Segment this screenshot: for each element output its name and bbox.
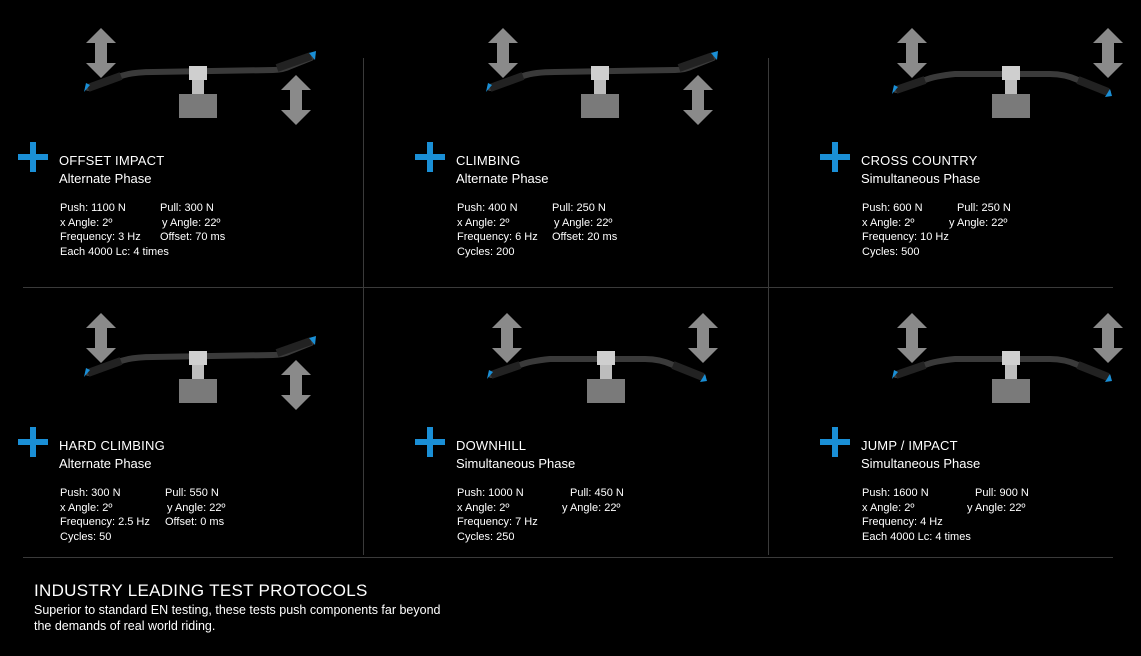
spec-left-value: Frequency: 2.5 Hz [60, 516, 150, 528]
mounting-block [179, 379, 217, 403]
mounting-block [992, 94, 1030, 118]
spec-left-value: Cycles: 50 [60, 530, 112, 543]
stem-clamp [189, 351, 207, 365]
spec-left-value: Each 4000 Lc: 4 times [60, 245, 169, 258]
stem [1005, 80, 1017, 94]
left-load-arrow-icon [897, 313, 927, 363]
plus-icon[interactable] [820, 427, 850, 457]
spec-left-value: Cycles: 200 [457, 245, 515, 258]
spec-left-value: Cycles: 250 [457, 530, 515, 543]
spec-left-value: Push: 1000 N [457, 487, 524, 499]
plus-icon[interactable] [820, 142, 850, 172]
spec-right-value: Offset: 0 ms [165, 516, 225, 528]
right-grip [277, 341, 311, 353]
stem [192, 365, 204, 379]
stem-clamp [591, 66, 609, 80]
spec-right-value: Offset: 70 ms [160, 231, 226, 243]
protocol-cell [415, 0, 795, 280]
right-load-arrow-icon [1093, 28, 1123, 78]
spec-left-value: x Angle: 2º [457, 501, 510, 514]
spec-right-value: y Angle: 22º [949, 216, 1008, 229]
spec-left-value: Push: 1600 N [862, 487, 929, 499]
protocol-phase: Alternate Phase [59, 171, 152, 186]
plus-icon[interactable] [18, 427, 48, 457]
handlebar-diagram [850, 285, 1141, 425]
handlebar-diagram [43, 285, 343, 425]
left-grip [490, 76, 523, 88]
spec-left-value: Frequency: 3 Hz [60, 231, 141, 243]
plus-icon[interactable] [415, 142, 445, 172]
spec-left-value: Frequency: 4 Hz [862, 516, 943, 528]
left-grip [491, 365, 520, 375]
right-grip [679, 56, 713, 68]
plus-icon[interactable] [415, 427, 445, 457]
protocol-phase: Simultaneous Phase [456, 456, 576, 471]
spec-right-value: Pull: 550 N [165, 487, 219, 499]
plus-icon[interactable] [18, 142, 48, 172]
right-load-arrow-icon [1093, 313, 1123, 363]
spec-left-value: Push: 300 N [60, 487, 121, 499]
protocol-title: HARD CLIMBING [59, 438, 165, 453]
left-load-arrow-icon [492, 313, 522, 363]
stem [192, 80, 204, 94]
spec-right-value: Pull: 250 N [957, 202, 1011, 214]
stem-clamp [189, 66, 207, 80]
spec-left-value: Frequency: 7 Hz [457, 516, 538, 528]
spec-left-value: x Angle: 2º [862, 501, 915, 514]
spec-right-value: Offset: 20 ms [552, 231, 618, 243]
stem [600, 365, 612, 379]
spec-left-value: Frequency: 6 Hz [457, 231, 538, 243]
footer-title: INDUSTRY LEADING TEST PROTOCOLS [34, 581, 368, 600]
protocol-phase: Alternate Phase [59, 456, 152, 471]
protocol-cell [415, 285, 795, 565]
left-grip [88, 361, 121, 373]
left-load-arrow-icon [86, 28, 116, 78]
mounting-block [581, 94, 619, 118]
protocol-cell [820, 285, 1141, 565]
spec-right-value: Pull: 300 N [160, 202, 214, 214]
spec-right-value: y Angle: 22º [967, 501, 1026, 514]
left-load-arrow-icon [897, 28, 927, 78]
spec-left-value: x Angle: 2º [862, 216, 915, 229]
handlebar-diagram [445, 285, 745, 425]
spec-left-value: Push: 400 N [457, 202, 518, 214]
spec-right-value: y Angle: 22º [562, 501, 621, 514]
protocol-phase: Simultaneous Phase [861, 456, 981, 471]
spec-left-value: x Angle: 2º [60, 216, 113, 229]
stem [1005, 365, 1017, 379]
spec-left-value: x Angle: 2º [457, 216, 510, 229]
right-grip [277, 56, 311, 68]
spec-right-value: Pull: 450 N [570, 487, 624, 499]
spec-right-value: y Angle: 22º [167, 501, 226, 514]
left-load-arrow-icon [488, 28, 518, 78]
protocol-title: OFFSET IMPACT [59, 153, 165, 168]
protocol-cell [820, 0, 1141, 280]
spec-left-value: Push: 600 N [862, 202, 923, 214]
protocol-phase: Alternate Phase [456, 171, 549, 186]
right-load-arrow-icon [281, 360, 311, 410]
right-grip [673, 365, 703, 377]
left-grip [88, 76, 121, 88]
left-grip [896, 365, 925, 375]
protocol-phase: Simultaneous Phase [861, 171, 981, 186]
handlebar-diagram [850, 0, 1141, 140]
spec-left-value: x Angle: 2º [60, 501, 113, 514]
protocol-cell [18, 0, 398, 280]
mounting-block [179, 94, 217, 118]
protocol-cell [18, 285, 398, 565]
spec-right-value: Pull: 250 N [552, 202, 606, 214]
spec-left-value: Cycles: 500 [862, 245, 920, 258]
footer-description: Superior to standard EN testing, these tests push components far beyond the demands of real world riding. [34, 603, 441, 633]
spec-right-value: y Angle: 22º [162, 216, 221, 229]
spec-left-value: Each 4000 Lc: 4 times [862, 530, 971, 543]
protocol-title: CLIMBING [456, 153, 521, 168]
mounting-block [992, 379, 1030, 403]
stem-clamp [597, 351, 615, 365]
right-load-arrow-icon [688, 313, 718, 363]
protocol-title: DOWNHILL [456, 438, 527, 453]
spec-right-value: y Angle: 22º [554, 216, 613, 229]
protocol-title: JUMP / IMPACT [861, 438, 958, 453]
spec-left-value: Frequency: 10 Hz [862, 231, 949, 243]
right-grip [1078, 80, 1108, 92]
stem-clamp [1002, 351, 1020, 365]
stem [594, 80, 606, 94]
protocol-title: CROSS COUNTRY [861, 153, 978, 168]
stem-clamp [1002, 66, 1020, 80]
right-load-arrow-icon [683, 75, 713, 125]
spec-left-value: Push: 1100 N [60, 202, 126, 214]
left-load-arrow-icon [86, 313, 116, 363]
right-load-arrow-icon [281, 75, 311, 125]
right-grip [1078, 365, 1108, 377]
handlebar-diagram [43, 0, 343, 140]
handlebar-diagram [445, 0, 745, 140]
mounting-block [587, 379, 625, 403]
spec-right-value: Pull: 900 N [975, 487, 1029, 499]
left-grip [896, 80, 925, 90]
